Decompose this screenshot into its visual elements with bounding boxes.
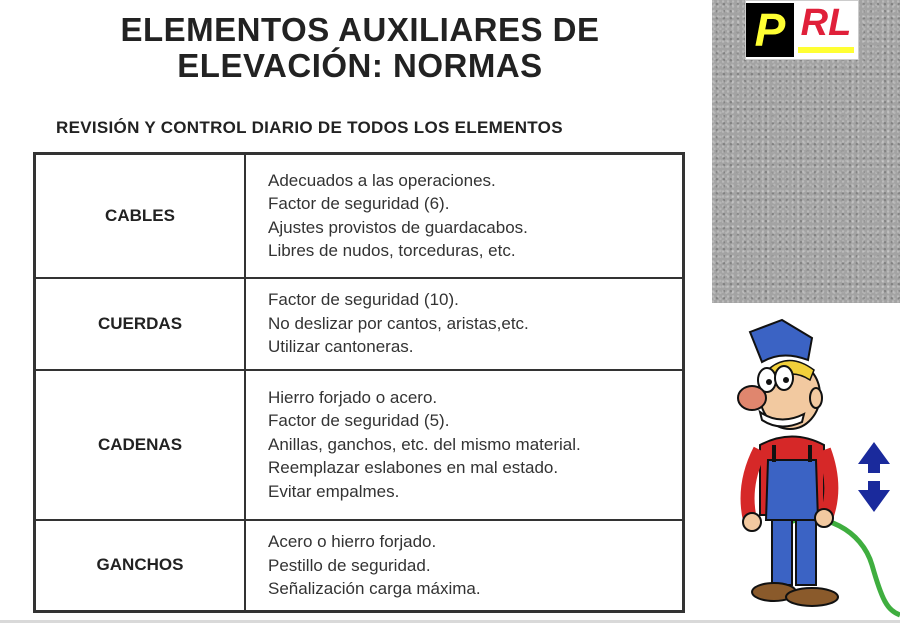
list-item: Anillas, ganchos, etc. del mismo material.: [268, 434, 581, 454]
table-row-cables: [35, 154, 684, 278]
description-cell: [245, 520, 684, 612]
table-row-cuerdas: [35, 278, 684, 370]
list-item: Factor de seguridad (6).: [268, 194, 450, 214]
list-item: No deslizar por cantos, aristas,etc.: [268, 313, 529, 333]
list-item: Pestillo de seguridad.: [268, 555, 431, 575]
logo-p-letter: P: [746, 3, 794, 57]
description-cell: [245, 278, 684, 370]
table-row-cadenas: [35, 370, 684, 520]
category-cell: GANCHOS: [35, 520, 246, 612]
logo-rl-letters: RL: [800, 2, 852, 44]
up-down-arrow-icon[interactable]: [852, 440, 896, 514]
cap: [750, 320, 812, 362]
list-item: Acero o hierro forjado.: [268, 532, 437, 551]
description-cell: [245, 154, 684, 278]
list-item: Reemplazar eslabones en mal estado.: [268, 458, 559, 478]
page-title: [60, 12, 660, 84]
category-cell: CABLES: [35, 154, 246, 278]
page-title-line-2: ELEVACIÓN: NORMAS: [177, 47, 543, 84]
logo-underline: [798, 47, 854, 53]
list-item: Señalización carga máxima.: [268, 579, 481, 598]
table-row-ganchos: [35, 520, 684, 612]
list-item: Factor de seguridad (5).: [268, 411, 450, 431]
category-cell: CUERDAS: [35, 278, 246, 370]
list-item: Evitar empalmes.: [268, 481, 400, 501]
prl-logo[interactable]: [745, 0, 859, 60]
description-cell: [245, 370, 684, 520]
category-cell: CADENAS: [35, 370, 246, 520]
section-subtitle: REVISIÓN Y CONTROL DIARIO DE TODOS LOS ELEMENTOS: [56, 118, 563, 137]
list-item: Adecuados a las operaciones.: [268, 170, 496, 190]
list-item: Factor de seguridad (10).: [268, 290, 459, 310]
shoe: [786, 588, 838, 606]
list-item: Libres de nudos, torceduras, etc.: [268, 241, 516, 261]
norms-table: [33, 152, 685, 613]
list-item: Hierro forjado o acero.: [268, 387, 438, 407]
page-title-line-1: ELEMENTOS AUXILIARES DE: [120, 11, 600, 48]
list-item: Utilizar cantoneras.: [268, 337, 414, 357]
list-item: Ajustes provistos de guardacabos.: [268, 217, 528, 237]
nose: [738, 386, 766, 410]
